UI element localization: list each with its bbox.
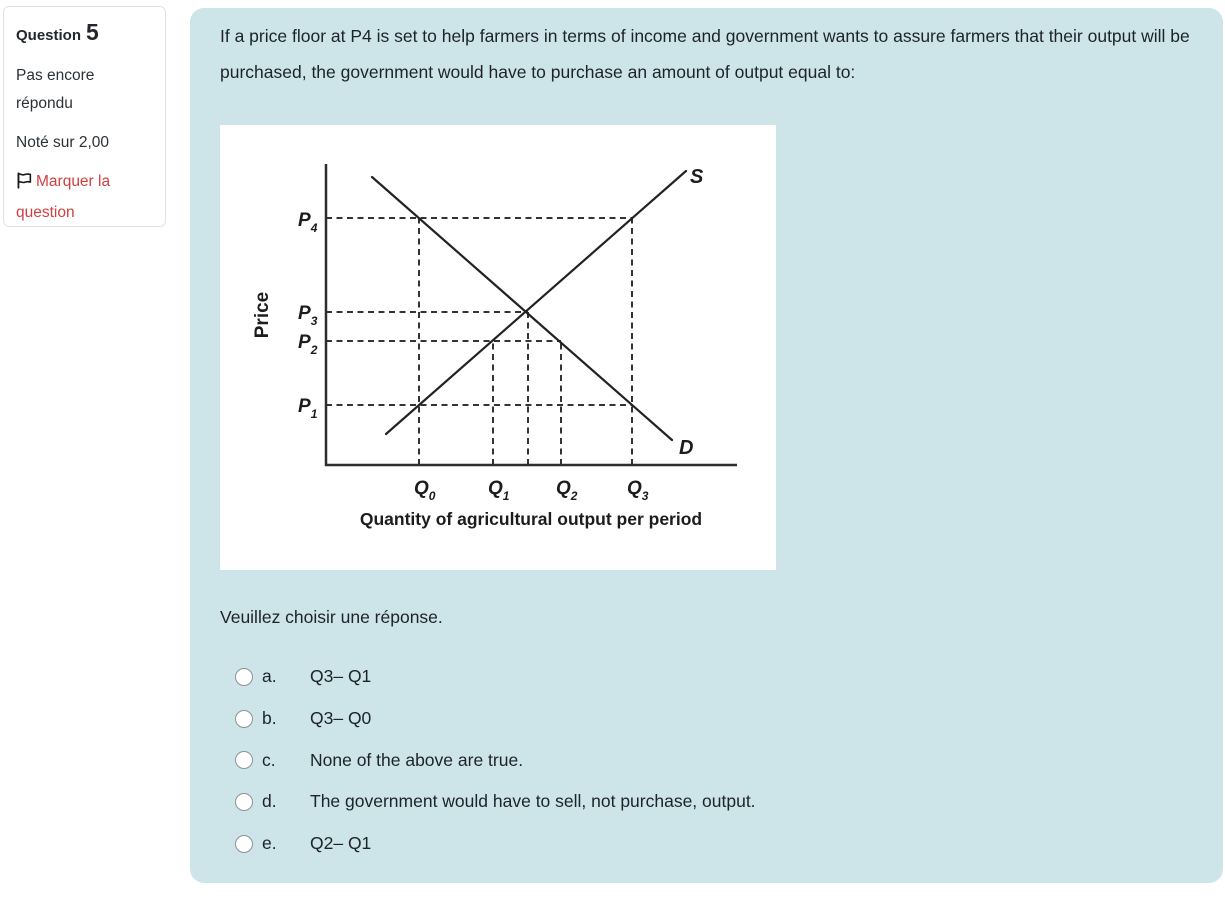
xtick-q0: $Q_0$: [414, 478, 436, 503]
question-panel: [190, 8, 1223, 883]
question-heading: [16, 19, 153, 46]
option-a-text: Q3– Q1: [310, 666, 372, 687]
axes: [326, 164, 737, 465]
option-e-text: Q2– Q1: [310, 833, 372, 854]
answer-option-a[interactable]: [220, 656, 1180, 698]
ytick-p2: $P_2$: [298, 332, 318, 357]
flag-link-label: Marquer la question: [16, 173, 111, 221]
answer-option-b[interactable]: [220, 698, 1180, 740]
demand-curve-label: D: [679, 437, 694, 459]
answer-options: [220, 656, 1180, 864]
flag-icon: [16, 171, 33, 199]
xtick-q1: $Q_1$: [488, 478, 510, 503]
option-d-text: The government would have to sell, not purchase, output.: [310, 791, 756, 812]
option-b-text: Q3– Q0: [310, 708, 372, 729]
option-b-letter: b.: [262, 708, 277, 729]
option-c-letter: c.: [262, 749, 276, 770]
option-d-letter: d.: [262, 791, 277, 812]
supply-demand-chart: [220, 125, 776, 570]
question-number: 5: [86, 19, 99, 45]
option-a-radio[interactable]: [235, 668, 253, 686]
flag-question-link[interactable]: [16, 168, 153, 227]
question-info-box: [3, 6, 166, 227]
xtick-q2: $Q_2$: [556, 478, 578, 503]
option-d-radio[interactable]: [235, 793, 253, 811]
answer-prompt: Veuillez choisir une réponse.: [220, 607, 443, 627]
demand-curve: [372, 177, 672, 440]
option-e-letter: e.: [262, 833, 277, 854]
supply-curve-label: S: [690, 166, 704, 188]
option-a-letter: a.: [262, 666, 277, 687]
x-axis-title: Quantity of agricultural output per period: [359, 509, 703, 529]
question-text: If a price floor at P4 is set to help farmers in terms of income and government wants to assure farmers that their output will be purchased, the government would have to purchase an amount of output equal to:: [220, 26, 1190, 82]
xtick-q3: $Q_3$: [627, 478, 649, 503]
option-c-radio[interactable]: [235, 751, 253, 769]
supply-demand-figure: [220, 125, 776, 570]
option-c-text: None of the above are true.: [310, 749, 524, 770]
ytick-p3: $P_3$: [298, 303, 318, 328]
answer-option-d[interactable]: [220, 781, 1180, 823]
answer-option-e[interactable]: [220, 823, 1180, 865]
y-axis-title: Price: [252, 291, 273, 339]
ytick-p4: $P_4$: [298, 210, 318, 235]
supply-curve: [386, 171, 686, 434]
option-e-radio[interactable]: [235, 835, 253, 853]
question-status: Pas encore répondu: [16, 67, 95, 112]
question-heading-label: Question: [16, 27, 82, 44]
question-grade: Noté sur 2,00: [16, 134, 110, 151]
ytick-p1: $P_1$: [298, 396, 318, 421]
answer-option-c[interactable]: [220, 739, 1180, 781]
option-b-radio[interactable]: [235, 710, 253, 728]
